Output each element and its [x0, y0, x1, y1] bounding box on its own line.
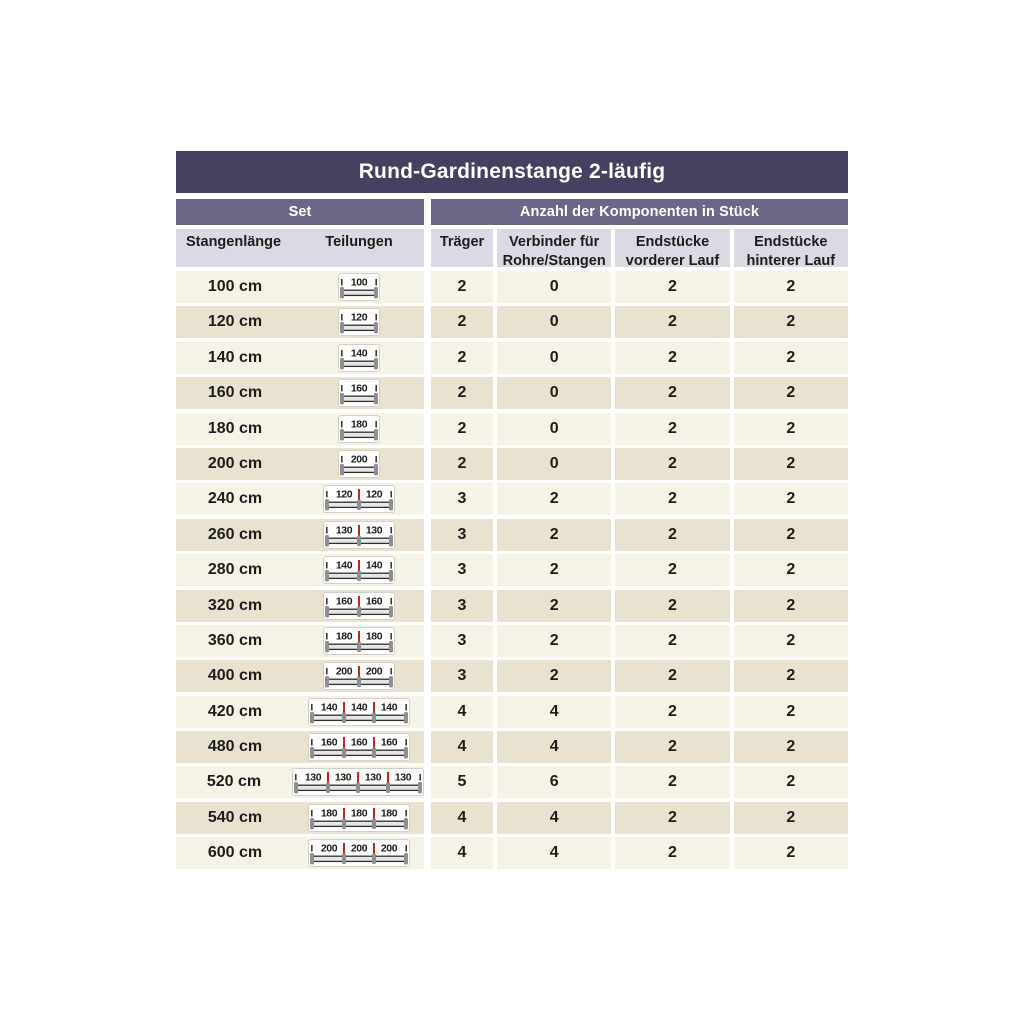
table-row — [176, 342, 848, 374]
rod-length-label: 140 cm — [207, 348, 263, 366]
verbinder-value: 0 — [497, 306, 611, 338]
end-rear-value: 2 — [734, 731, 848, 763]
traeger-value: 3 — [431, 483, 493, 515]
traeger-value: 3 — [431, 554, 493, 586]
svg-text:200: 200 — [380, 842, 398, 855]
rod-icon — [323, 521, 395, 549]
rod-icon-area — [294, 273, 424, 301]
rod-length-label: 200 cm — [207, 454, 263, 472]
rod-icon-area — [294, 344, 424, 372]
traeger-value: 4 — [431, 696, 493, 728]
svg-text:100: 100 — [350, 276, 368, 289]
rod-icon-area — [294, 662, 424, 690]
rod-icon — [323, 485, 395, 513]
rod-icon-area — [294, 627, 424, 655]
traeger-value: 2 — [431, 448, 493, 480]
rod-icon-area — [294, 485, 424, 513]
table-row — [176, 696, 848, 728]
table-row — [176, 271, 848, 303]
set-cell — [176, 766, 424, 798]
rod-icon — [323, 592, 395, 620]
table-row — [176, 306, 848, 338]
end-rear-value: 2 — [734, 766, 848, 798]
rod-icon-area — [294, 450, 424, 478]
table-row — [176, 377, 848, 409]
set-cell — [176, 625, 424, 657]
rod-icon — [308, 804, 410, 832]
col-header-components-group — [431, 229, 848, 267]
verbinder-value: 2 — [497, 660, 611, 692]
table-row — [176, 448, 848, 480]
set-cell — [176, 377, 424, 409]
end-front-value: 2 — [615, 625, 729, 657]
table-row — [176, 590, 848, 622]
svg-text:120: 120 — [365, 488, 383, 501]
svg-text:130: 130 — [334, 771, 352, 784]
traeger-value: 2 — [431, 377, 493, 409]
end-front-value: 2 — [615, 448, 729, 480]
svg-text:160: 160 — [350, 382, 368, 395]
rod-length-label: 280 cm — [207, 561, 263, 579]
svg-text:140: 140 — [320, 701, 338, 714]
rod-icon — [338, 344, 380, 372]
set-cell — [176, 483, 424, 515]
verbinder-value: 2 — [497, 483, 611, 515]
set-cell — [176, 519, 424, 551]
table-row — [176, 625, 848, 657]
set-cell — [176, 802, 424, 834]
end-front-value: 2 — [615, 837, 729, 869]
col-header-verbinder: Verbinder für Rohre/Stangen — [497, 229, 611, 267]
verbinder-value: 4 — [497, 837, 611, 869]
verbinder-value: 4 — [497, 802, 611, 834]
end-rear-value: 2 — [734, 802, 848, 834]
col-header-divisions: Teilungen — [325, 234, 393, 250]
verbinder-value: 0 — [497, 342, 611, 374]
rod-icon-area — [294, 733, 424, 761]
end-rear-value: 2 — [734, 342, 848, 374]
table-body — [176, 271, 848, 869]
svg-text:200: 200 — [350, 842, 368, 855]
end-rear-value: 2 — [734, 448, 848, 480]
svg-text:140: 140 — [350, 701, 368, 714]
product-table — [176, 151, 848, 873]
traeger-value: 3 — [431, 625, 493, 657]
rod-icon — [308, 839, 410, 867]
col-header-set-group — [176, 229, 424, 267]
verbinder-value: 2 — [497, 590, 611, 622]
svg-text:140: 140 — [380, 701, 398, 714]
table-row — [176, 413, 848, 445]
svg-text:160: 160 — [335, 595, 353, 608]
rod-length-label: 160 cm — [207, 384, 263, 402]
verbinder-value: 0 — [497, 413, 611, 445]
svg-text:160: 160 — [320, 736, 338, 749]
rod-icon-area — [294, 839, 424, 867]
set-cell — [176, 696, 424, 728]
verbinder-value: 4 — [497, 696, 611, 728]
rod-icon — [338, 308, 380, 336]
verbinder-value: 0 — [497, 271, 611, 303]
set-cell — [176, 660, 424, 692]
rod-length-label: 540 cm — [207, 808, 263, 826]
group-header-set: Set — [176, 199, 424, 225]
svg-text:180: 180 — [350, 418, 368, 431]
rod-icon — [338, 450, 380, 478]
svg-text:200: 200 — [320, 842, 338, 855]
svg-text:160: 160 — [365, 595, 383, 608]
svg-text:120: 120 — [350, 311, 368, 324]
set-cell — [176, 342, 424, 374]
svg-text:130: 130 — [304, 771, 322, 784]
rod-icon — [308, 698, 410, 726]
end-front-value: 2 — [615, 731, 729, 763]
verbinder-value: 6 — [497, 766, 611, 798]
rod-icon — [338, 415, 380, 443]
end-front-value: 2 — [615, 802, 729, 834]
end-front-value: 2 — [615, 590, 729, 622]
svg-text:180: 180 — [335, 630, 353, 643]
rod-icon-area — [294, 556, 424, 584]
rod-icon-area — [294, 521, 424, 549]
rod-length-label: 120 cm — [207, 313, 263, 331]
end-front-value: 2 — [615, 342, 729, 374]
end-rear-value: 2 — [734, 696, 848, 728]
rod-length-label: 520 cm — [206, 773, 262, 791]
table-row — [176, 483, 848, 515]
end-rear-value: 2 — [734, 519, 848, 551]
table-row — [176, 837, 848, 869]
svg-text:140: 140 — [365, 559, 383, 572]
page-title: Rund-Gardinenstange 2-läufig — [176, 151, 848, 193]
rod-icon-area — [294, 415, 424, 443]
traeger-value: 2 — [431, 271, 493, 303]
traeger-value: 2 — [431, 306, 493, 338]
end-rear-value: 2 — [734, 660, 848, 692]
verbinder-value: 0 — [497, 377, 611, 409]
rod-length-label: 360 cm — [207, 631, 263, 649]
rod-length-label: 400 cm — [207, 667, 263, 685]
rod-icon — [338, 379, 380, 407]
svg-text:180: 180 — [320, 807, 338, 820]
col-header-length: Stangenlänge — [186, 234, 282, 250]
rod-icon-area — [294, 698, 424, 726]
verbinder-value: 4 — [497, 731, 611, 763]
traeger-value: 4 — [431, 837, 493, 869]
end-rear-value: 2 — [734, 377, 848, 409]
set-cell — [176, 271, 424, 303]
end-front-value: 2 — [615, 766, 729, 798]
end-front-value: 2 — [615, 519, 729, 551]
end-front-value: 2 — [615, 660, 729, 692]
end-front-value: 2 — [615, 271, 729, 303]
set-cell — [176, 731, 424, 763]
svg-text:140: 140 — [350, 347, 368, 360]
svg-text:180: 180 — [380, 807, 398, 820]
table-row — [176, 660, 848, 692]
table-row — [176, 731, 848, 763]
rod-icon — [308, 733, 410, 761]
rod-icon-area — [294, 308, 424, 336]
column-header-row — [176, 229, 848, 267]
traeger-value: 3 — [431, 660, 493, 692]
set-cell — [176, 306, 424, 338]
traeger-value: 2 — [431, 413, 493, 445]
rod-icon-area — [294, 592, 424, 620]
rod-length-label: 480 cm — [207, 738, 263, 756]
svg-text:160: 160 — [350, 736, 368, 749]
rod-length-label: 180 cm — [207, 419, 263, 437]
group-header-components: Anzahl der Komponenten in Stück — [431, 199, 848, 225]
end-rear-value: 2 — [734, 483, 848, 515]
table-row — [176, 519, 848, 551]
rod-length-label: 420 cm — [207, 702, 263, 720]
traeger-value: 2 — [431, 342, 493, 374]
rod-icon — [292, 768, 424, 796]
rod-length-label: 600 cm — [207, 844, 263, 862]
rod-icon-area — [294, 379, 424, 407]
rod-icon — [338, 273, 380, 301]
svg-text:130: 130 — [364, 771, 382, 784]
end-front-value: 2 — [615, 306, 729, 338]
svg-text:140: 140 — [335, 559, 353, 572]
svg-text:160: 160 — [380, 736, 398, 749]
set-cell — [176, 837, 424, 869]
traeger-value: 3 — [431, 590, 493, 622]
svg-text:200: 200 — [335, 665, 353, 678]
rod-icon-area — [294, 804, 424, 832]
end-rear-value: 2 — [734, 590, 848, 622]
end-rear-value: 2 — [734, 271, 848, 303]
svg-text:180: 180 — [365, 630, 383, 643]
rod-length-label: 260 cm — [207, 525, 263, 543]
group-header-row — [176, 199, 848, 225]
traeger-value: 4 — [431, 802, 493, 834]
svg-text:200: 200 — [365, 665, 383, 678]
end-front-value: 2 — [615, 554, 729, 586]
rod-length-label: 240 cm — [207, 490, 263, 508]
rod-icon — [323, 627, 395, 655]
rod-icon — [323, 556, 395, 584]
verbinder-value: 2 — [497, 625, 611, 657]
col-header-end-rear: Endstücke hinterer Lauf — [734, 229, 848, 267]
set-cell — [176, 448, 424, 480]
end-rear-value: 2 — [734, 625, 848, 657]
svg-text:200: 200 — [350, 453, 368, 466]
table-row — [176, 802, 848, 834]
col-header-end-front: Endstücke vorderer Lauf — [615, 229, 729, 267]
traeger-value: 3 — [431, 519, 493, 551]
end-rear-value: 2 — [734, 554, 848, 586]
end-front-value: 2 — [615, 413, 729, 445]
table-row — [176, 766, 848, 798]
col-header-traeger: Träger — [431, 229, 493, 267]
end-front-value: 2 — [615, 696, 729, 728]
traeger-value: 5 — [431, 766, 493, 798]
end-front-value: 2 — [615, 483, 729, 515]
rod-length-label: 100 cm — [207, 278, 263, 295]
svg-text:130: 130 — [394, 771, 412, 784]
svg-text:180: 180 — [350, 807, 368, 820]
verbinder-value: 2 — [497, 519, 611, 551]
verbinder-value: 2 — [497, 554, 611, 586]
rod-length-label: 320 cm — [207, 596, 263, 614]
table-row — [176, 554, 848, 586]
traeger-value: 4 — [431, 731, 493, 763]
end-rear-value: 2 — [734, 306, 848, 338]
end-front-value: 2 — [615, 377, 729, 409]
set-cell — [176, 413, 424, 445]
end-rear-value: 2 — [734, 837, 848, 869]
svg-text:120: 120 — [335, 488, 353, 501]
rod-icon — [323, 662, 395, 690]
set-cell — [176, 554, 424, 586]
set-cell — [176, 590, 424, 622]
svg-text:130: 130 — [365, 524, 383, 537]
rod-icon-area — [292, 768, 424, 796]
end-rear-value: 2 — [734, 413, 848, 445]
svg-text:130: 130 — [335, 524, 353, 537]
verbinder-value: 0 — [497, 448, 611, 480]
